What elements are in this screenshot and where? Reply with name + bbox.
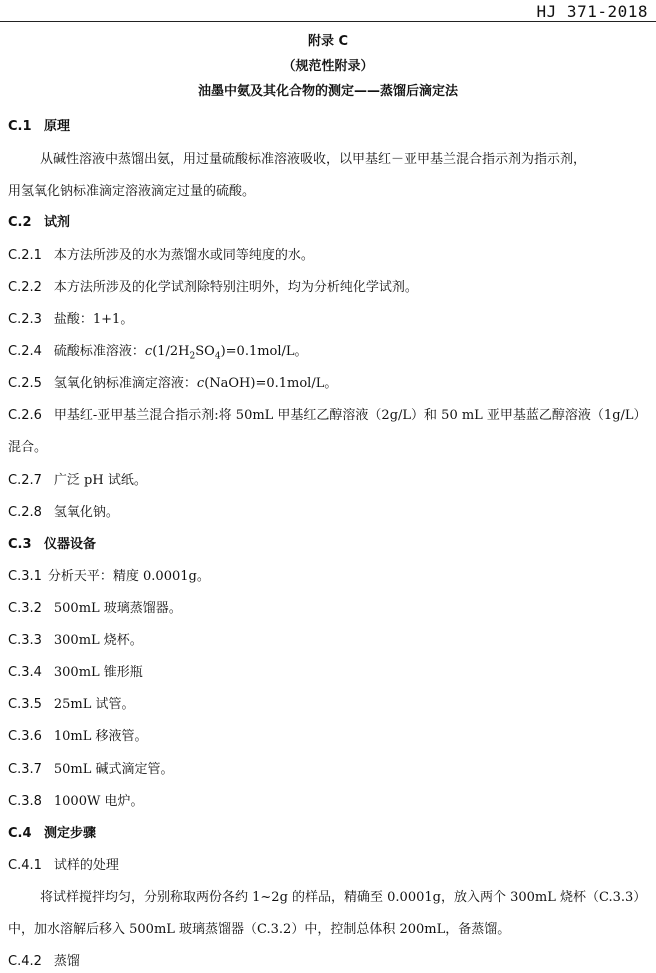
header-rule — [0, 21, 656, 22]
clause-number: C.3.5 — [8, 697, 42, 712]
section-heading-c4 — [8, 822, 96, 841]
clause-number: C.2.8 — [8, 505, 42, 520]
clause-c2-1 — [8, 244, 314, 263]
clause-c2-6-continued: 混合。 — [8, 440, 48, 455]
clause-text: 本方法所涉及的水为蒸馏水或同等纯度的水。 — [53, 248, 314, 263]
clause-number: C.2.1 — [8, 248, 42, 263]
clause-number: C.2.3 — [8, 312, 42, 327]
standard-code: HJ 371-2018 — [536, 2, 648, 21]
clause-text: 盐酸：1+1。 — [53, 312, 134, 327]
clause-c2-2 — [8, 276, 418, 295]
clause-text: 300mL 烧杯。 — [53, 633, 143, 648]
clause-c2-6 — [8, 404, 647, 423]
clause-text: 氢氧化钠标准滴定溶液：c(NaOH)=0.1mol/L。 — [53, 376, 338, 391]
clause-number: C.2.5 — [8, 376, 42, 391]
clause-text: 10mL 移液管。 — [53, 729, 148, 744]
clause-number: C.3.4 — [8, 665, 42, 680]
clause-c3-5 — [8, 693, 135, 712]
section-title: 仪器设备 — [44, 537, 97, 552]
clause-c4-1 — [8, 854, 119, 873]
clause-number: C.3.3 — [8, 633, 42, 648]
clause-text: 广泛 pH 试纸。 — [53, 473, 147, 488]
clause-number: C.2.7 — [8, 473, 42, 488]
section-heading-c1 — [8, 115, 70, 134]
clause-text: 本方法所涉及的化学试剂除特别注明外，均为分析纯化学试剂。 — [53, 280, 418, 295]
section-number: C.1 — [8, 119, 32, 134]
document-title: 油墨中氨及其化合物的测定——蒸馏后滴定法 — [197, 84, 458, 99]
clause-text: 分析天平：精度 0.0001g。 — [47, 569, 210, 584]
clause-text: 300mL 锥形瓶 — [53, 665, 143, 680]
clause-c4-2 — [8, 950, 80, 969]
clause-number: C.2.2 — [8, 280, 42, 295]
clause-c3-6 — [8, 725, 148, 744]
clause-c2-3 — [8, 308, 133, 327]
clause-text: 50mL 碱式滴定管。 — [53, 762, 174, 777]
clause-text: 1000W 电炉。 — [53, 794, 144, 809]
clause-number: C.3.8 — [8, 794, 42, 809]
paragraph-line: 从碱性溶液中蒸馏出氨，用过量硫酸标准溶液吸收，以甲基红－亚甲基兰混合指示剂为指示剂， — [40, 152, 587, 167]
clause-number: C.3.7 — [8, 762, 42, 777]
clause-c3-1 — [8, 565, 210, 584]
paragraph-line: 用氢氧化钠标准滴定溶液滴定过量的硫酸。 — [8, 184, 256, 199]
clause-text: 甲基红-亚甲基兰混合指示剂:将 50mL 甲基红乙醇溶液（2g/L）和 50 mL 亚甲基蓝乙醇溶液（1g/L） — [53, 408, 647, 423]
clause-c3-7 — [8, 758, 174, 777]
clause-c3-4 — [8, 661, 143, 680]
clause-text: 500mL 玻璃蒸馏器。 — [53, 601, 182, 616]
clause-c2-7 — [8, 469, 147, 488]
section-number: C.4 — [8, 826, 32, 841]
clause-c3-8 — [8, 790, 143, 809]
clause-text: 试样的处理 — [53, 858, 119, 873]
clause-text: 氢氧化钠。 — [53, 505, 119, 520]
clause-c2-4 — [8, 340, 308, 362]
clause-text: 蒸馏 — [53, 954, 80, 969]
section-number: C.2 — [8, 215, 32, 230]
appendix-label: 附录 C — [307, 34, 349, 49]
section-title: 试剂 — [44, 215, 71, 230]
clause-c2-8 — [8, 501, 119, 520]
clause-c3-3 — [8, 629, 143, 648]
section-heading-c3 — [8, 533, 96, 552]
clause-number: C.3.2 — [8, 601, 42, 616]
clause-text: 25mL 试管。 — [53, 697, 135, 712]
clause-number: C.3.6 — [8, 729, 42, 744]
clause-number: C.4.1 — [8, 858, 42, 873]
clause-number: C.2.6 — [8, 408, 42, 423]
section-number: C.3 — [8, 537, 32, 552]
paragraph-line: 将试样搅拌均匀，分别称取两份各约 1~2g 的样品，精确至 0.0001g，放入两个 300mL 烧杯（C.3.3） — [40, 890, 647, 905]
normative-label: （规范性附录） — [282, 59, 374, 74]
clause-text: 硫酸标准溶液：$c(1/2H_2SO_4)=0.1mol/L$。 — [53, 344, 308, 362]
clause-c3-2 — [8, 597, 182, 616]
section-title: 测定步骤 — [44, 826, 97, 841]
section-title: 原理 — [44, 119, 71, 134]
section-heading-c2 — [8, 211, 70, 230]
clause-c2-5 — [8, 372, 337, 391]
clause-number: C.3.1 — [8, 569, 42, 584]
clause-number: C.4.2 — [8, 954, 42, 969]
paragraph-line: 中，加水溶解后移入 500mL 玻璃蒸馏器（C.3.2）中，控制总体积 200mL，备蒸馏。 — [8, 922, 511, 937]
clause-number: C.2.4 — [8, 344, 42, 359]
